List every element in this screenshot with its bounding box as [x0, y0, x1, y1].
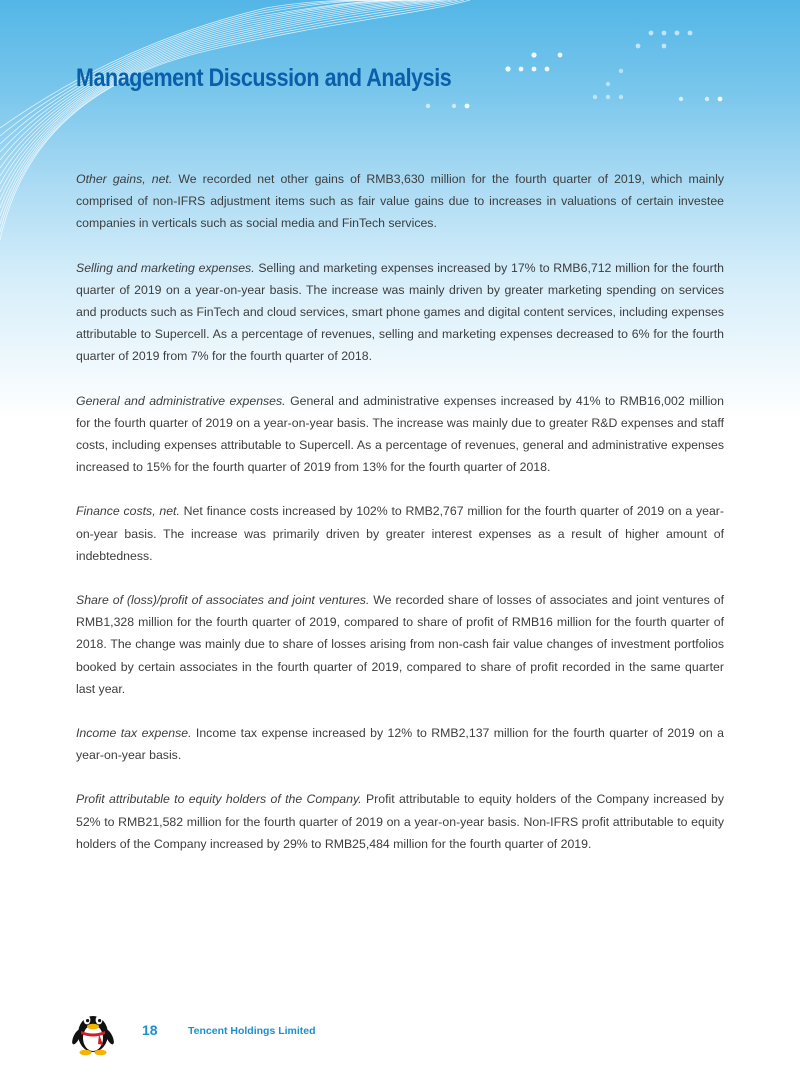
- penguin-icon: [72, 1004, 114, 1056]
- section-heading: Other gains, net.: [76, 172, 173, 186]
- section-heading: General and administrative expenses.: [76, 393, 286, 408]
- page-number: 18: [142, 1022, 158, 1038]
- section-finance-costs: [76, 500, 724, 567]
- section-income-tax: [76, 722, 724, 766]
- section-heading: Profit attributable to equity holders of the Company.: [76, 792, 362, 807]
- section-body: We recorded net other gains of RMB3,630 million for the fourth quarter of 2019, which mainly comprised of non-IFRS adjustment items such as fair value gains due to increases in valuations of certain investee companies in verticals such as social media and FinTech services.: [76, 172, 725, 231]
- section-heading: Share of (loss)/profit of associates and joint ventures.: [76, 593, 370, 608]
- section-body: General and administrative expenses increased by 41% to RMB16,002 million for the fourth quarter of 2019 on a year-on-year basis. The increase was mainly due to greater R&D expenses and staff costs, including expenses attributable to Supercell. As a percentage of revenues, general and administrative expenses increased to 15% for the fourth quarter of 2019 from 13% for the fourth quarter of 2018.: [76, 393, 724, 475]
- section-heading: Finance costs, net.: [76, 504, 180, 519]
- section-general-admin: [76, 390, 724, 479]
- section-heading: Selling and marketing expenses.: [76, 260, 255, 275]
- section-share-of-associates: [76, 589, 724, 700]
- section-body: We recorded share of losses of associates and joint ventures of RMB1,328 million for the fourth quarter of 2019, compared to share of profit of RMB16 million for the fourth quarter of 2018. The change was mainly due to share of losses arising from non-cash fair value changes of investment portfolios booked by certain associates in the fourth quarter of 2019, compared to share of profit recorded in the same quarter last year.: [76, 593, 725, 696]
- page-title: Management Discussion and Analysis: [76, 64, 452, 92]
- page-footer: [0, 1000, 800, 1085]
- section-body: Net finance costs increased by 102% to RMB2,767 million for the fourth quarter of 2019 on a year-on-year basis. The increase was primarily driven by greater interest expenses as a result of higher amount of indebtedness.: [76, 504, 725, 563]
- section-body: Income tax expense increased by 12% to RMB2,137 million for the fourth quarter of 2019 on a year-on-year basis.: [76, 726, 724, 763]
- section-body: Selling and marketing expenses increased by 17% to RMB6,712 million for the fourth quarter of 2019 on a year-on-year basis. The increase was mainly driven by greater marketing spending on services and products such as FinTech and cloud services, smart phone games and digital content services, including expenses attributable to Supercell. As a percentage of revenues, selling and marketing expenses decreased to 6% for the fourth quarter of 2019 from 7% for the fourth quarter of 2018.: [76, 260, 724, 364]
- section-selling-marketing: [76, 257, 724, 368]
- company-name: Tencent Holdings Limited: [188, 1025, 316, 1037]
- main-content: [76, 168, 724, 877]
- section-other-gains: [76, 168, 724, 235]
- section-body: Profit attributable to equity holders of the Company increased by 52% to RMB21,582 million for the fourth quarter of 2019 on a year-on-year basis. Non-IFRS profit attributable to equity holders of the Company increased by 29% to RMB25,484 million for the fourth quarter of 2019.: [76, 792, 725, 851]
- section-heading: Income tax expense.: [76, 726, 192, 741]
- section-profit-attributable: [76, 788, 724, 855]
